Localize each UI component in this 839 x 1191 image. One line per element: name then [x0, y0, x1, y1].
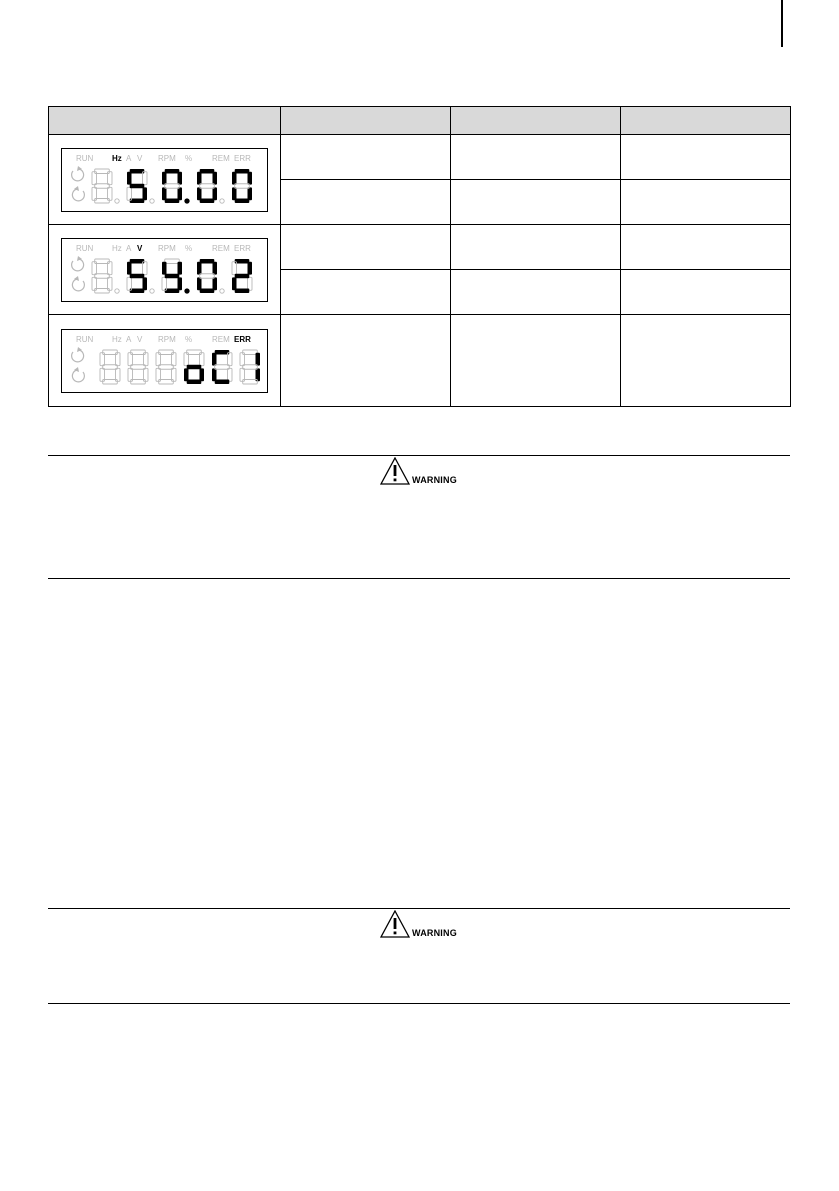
lcd-indicator-label: REM: [212, 153, 230, 163]
lcd-segment: [178, 261, 183, 274]
lcd-segment: [256, 352, 261, 365]
lcd-indicator-label: %: [185, 334, 193, 344]
lcd-segment: [162, 261, 167, 274]
lcd-segment: [200, 169, 215, 174]
lcd-segment: [200, 198, 215, 203]
lcd-segment: [232, 277, 237, 290]
lcd-digit: [212, 350, 232, 384]
lcd-segment: [212, 352, 217, 365]
lcd-segment: [235, 273, 250, 278]
lcd-segment: [162, 277, 167, 290]
warning-bottom-rule: [48, 578, 790, 579]
lcd-segment: [103, 364, 118, 369]
status-display-table: [48, 106, 791, 407]
lcd-segment: [228, 352, 233, 365]
warning-triangle-icon: [380, 910, 410, 938]
lcd-segment: [130, 273, 145, 278]
lcd-segment: [235, 183, 250, 188]
table-row: [49, 225, 791, 270]
lcd-indicator-label: V: [137, 334, 143, 344]
lcd-decimal-point: [220, 288, 224, 292]
lcd-segment: [213, 171, 218, 184]
lcd-segment: [215, 364, 230, 369]
lcd-decimal-point: [115, 288, 119, 292]
header-cell: [621, 107, 791, 135]
lcd-segment: [248, 187, 253, 200]
display-cell: [49, 225, 281, 315]
lcd-indicator-label: REM: [212, 243, 230, 253]
header-cell: [49, 107, 281, 135]
lcd-indicator-label: ERR: [234, 334, 251, 344]
lcd-segment: [143, 277, 148, 290]
lcd-digit: [156, 350, 176, 384]
lcd-segment: [165, 259, 180, 264]
table-cell: [621, 135, 791, 180]
lcd-indicator-label: ERR: [234, 153, 251, 163]
lcd-segment: [165, 198, 180, 203]
lcd-indicator-label: RUN: [76, 334, 94, 344]
lcd-digit: [197, 259, 217, 293]
reverse-rotation-icon: [72, 186, 84, 201]
lcd-segment: [200, 273, 215, 278]
lcd-indicator-label: REM: [212, 334, 230, 344]
table-cell: [281, 225, 451, 270]
warning-triangle-icon: [380, 457, 410, 485]
lcd-segment: [248, 261, 253, 274]
lcd-segment: [213, 277, 218, 290]
lcd-segment: [213, 261, 218, 274]
lcd-segment: [248, 277, 253, 290]
lcd-segment: [178, 187, 183, 200]
lcd-indicator-label: RPM: [158, 334, 176, 344]
lcd-segment: [213, 187, 218, 200]
lcd-segment: [127, 261, 132, 274]
lcd-indicator-label: A: [126, 243, 132, 253]
display-cell: [49, 135, 281, 225]
lcd-decimal-point: [185, 288, 189, 292]
lcd-digit: [232, 259, 252, 293]
table-cell: [621, 225, 791, 270]
lcd-segment: [143, 261, 148, 274]
lcd-segment: [197, 277, 202, 290]
page-corner-mark: [781, 0, 783, 47]
lcd-segment: [159, 364, 174, 369]
table-cell: [281, 315, 451, 407]
table-cell: [281, 270, 451, 315]
lcd-segment: [248, 171, 253, 184]
lcd-segment: [197, 187, 202, 200]
lcd-indicator-label: RPM: [158, 243, 176, 253]
lcd-indicator-label: %: [185, 243, 193, 253]
lcd-display-3: [61, 329, 268, 393]
forward-rotation-icon: [72, 256, 84, 271]
lcd-indicator-label: Hz: [112, 334, 122, 344]
lcd-indicator-label: A: [126, 153, 132, 163]
lcd-decimal-point: [185, 198, 189, 202]
lcd-segment: [200, 183, 215, 188]
lcd-segment: [187, 379, 202, 384]
lcd-indicator-label: RUN: [76, 243, 94, 253]
lcd-digit: [162, 259, 182, 293]
table-cell: [621, 270, 791, 315]
lcd-segment: [95, 273, 110, 278]
lcd-digit: [162, 169, 182, 203]
lcd-digit: [197, 169, 217, 203]
lcd-digit: [92, 169, 112, 203]
table-cell: [281, 180, 451, 225]
lcd-indicator-label: V: [137, 153, 143, 163]
lcd-segment: [143, 171, 148, 184]
warning-badge: [380, 910, 470, 944]
lcd-segment: [178, 171, 183, 184]
lcd-segment: [127, 187, 132, 200]
lcd-digit: [240, 350, 260, 384]
header-cell: [281, 107, 451, 135]
lcd-indicator-label: A: [126, 334, 132, 344]
lcd-segment: [162, 171, 167, 184]
lcd-digit: [128, 350, 148, 384]
warning-top-rule: [48, 455, 790, 456]
lcd-indicator-label: Hz: [112, 243, 122, 253]
lcd-decimal-point: [115, 198, 119, 202]
lcd-segment: [232, 187, 237, 200]
lcd-segment: [243, 364, 258, 369]
display-cell: [49, 315, 281, 407]
reverse-rotation-icon: [72, 276, 84, 291]
warning-top-rule: [48, 908, 790, 909]
forward-rotation-icon: [72, 347, 84, 362]
lcd-segment: [162, 187, 167, 200]
table-row: [49, 315, 791, 407]
lcd-segment: [200, 368, 205, 381]
lcd-segment: [95, 183, 110, 188]
table-cell: [451, 270, 621, 315]
lcd-segment: [212, 368, 217, 381]
forward-rotation-icon: [72, 166, 84, 181]
lcd-digit: [127, 169, 147, 203]
lcd-indicator-label: Hz: [112, 153, 122, 163]
lcd-segment: [165, 273, 180, 278]
lcd-indicator-label: %: [185, 153, 193, 163]
table-cell: [621, 180, 791, 225]
table-row: [49, 135, 791, 180]
lcd-digit: [184, 350, 204, 384]
lcd-segment: [127, 277, 132, 290]
lcd-segment: [165, 183, 180, 188]
warning-label: WARNING: [412, 475, 457, 485]
lcd-display-2: [61, 238, 268, 302]
warning-badge: [380, 457, 470, 491]
table-cell: [451, 225, 621, 270]
lcd-segment: [200, 288, 215, 293]
lcd-indicator-label: RUN: [76, 153, 94, 163]
table-header-row: [49, 107, 791, 135]
lcd-decimal-point: [150, 288, 154, 292]
warning-bottom-rule: [48, 1003, 790, 1004]
lcd-segment: [165, 169, 180, 174]
lcd-segment: [197, 261, 202, 274]
lcd-indicator-label: ERR: [234, 243, 251, 253]
lcd-segment: [235, 288, 250, 293]
lcd-segment: [184, 368, 189, 381]
table-cell: [451, 135, 621, 180]
lcd-segment: [130, 183, 145, 188]
lcd-display-1: [61, 148, 268, 212]
lcd-digit: [92, 259, 112, 293]
lcd-segment: [178, 277, 183, 290]
lcd-segment: [232, 171, 237, 184]
lcd-digit: [232, 169, 252, 203]
reverse-rotation-icon: [72, 367, 84, 382]
lcd-indicator-label: V: [137, 243, 143, 253]
lcd-decimal-point: [150, 198, 154, 202]
lcd-segment: [127, 171, 132, 184]
lcd-segment: [228, 368, 233, 381]
table-cell: [451, 180, 621, 225]
table-cell: [451, 315, 621, 407]
table-cell: [281, 135, 451, 180]
lcd-segment: [131, 364, 146, 369]
lcd-segment: [235, 169, 250, 174]
warning-label: WARNING: [412, 928, 457, 938]
lcd-decimal-point: [220, 198, 224, 202]
header-cell: [451, 107, 621, 135]
table-cell: [621, 315, 791, 407]
lcd-segment: [215, 379, 230, 384]
lcd-segment: [232, 261, 237, 274]
lcd-segment: [187, 364, 202, 369]
lcd-segment: [235, 198, 250, 203]
lcd-digit: [127, 259, 147, 293]
lcd-indicator-label: RPM: [158, 153, 176, 163]
lcd-digit: [100, 350, 120, 384]
lcd-segment: [143, 187, 148, 200]
lcd-segment: [197, 171, 202, 184]
lcd-segment: [200, 259, 215, 264]
